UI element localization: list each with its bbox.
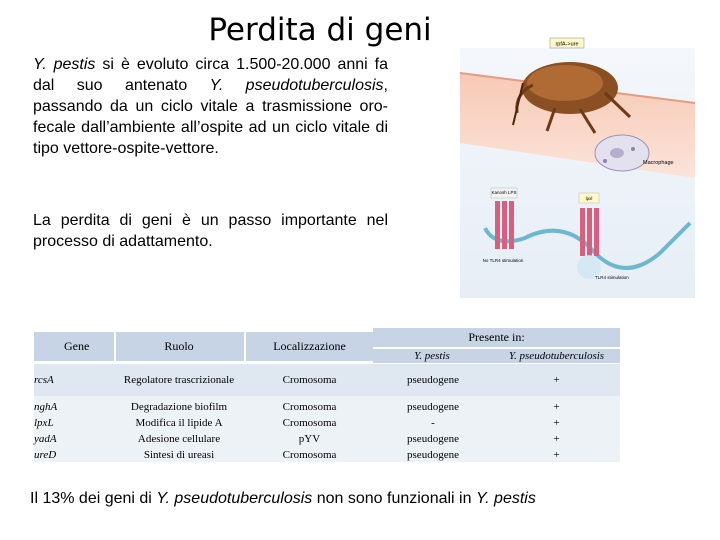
lpxl-label: lpxl (585, 196, 593, 201)
pestis-cell: pseudogene (407, 401, 459, 413)
pestis-cell: pseudogene (407, 433, 459, 445)
header-y-pestis: Y. pestis (414, 350, 450, 362)
footer-text: Il 13% dei geni di (30, 490, 157, 507)
gene-cell: ureD (34, 449, 57, 461)
role-cell: Regolatore trascrizionale (123, 374, 235, 386)
role-cell: Modifica il lipide A (135, 417, 223, 429)
macrophage-icon (595, 135, 649, 171)
species-name: Y. pestis (475, 490, 536, 507)
role-cell: Adesione cellulare (137, 433, 221, 445)
gene-cell: lpxL (34, 417, 54, 429)
footer-text: non sono funzionali in (312, 490, 476, 507)
paragraph-text: , passando da un ciclo vitale a trasmissione oro-fecale dall’ambiente all’ospite ad un ciclo vitale di tipo vettore-ospite-vettore. (33, 77, 388, 157)
pseudo-cell: + (553, 417, 560, 429)
header-location: Localizzazione (273, 339, 346, 353)
gene-cell: yadA (34, 433, 57, 445)
header-gene: Gene (64, 339, 90, 353)
location-cell: pYV (298, 433, 321, 445)
location-cell: Cromosoma (282, 401, 337, 413)
tlr-label: TLR4 stimulation (595, 275, 629, 280)
role-cell: Degradazione biofilm (130, 401, 228, 413)
no-tlr-label: No TLR4 stimulation (482, 258, 524, 263)
location-cell: Cromosoma (282, 374, 337, 386)
header-role: Ruolo (164, 339, 194, 353)
flea-infection-illustration (455, 33, 700, 298)
pseudo-cell: + (553, 401, 560, 413)
gene-cell: rcsA (34, 374, 54, 386)
header-y-pseudo: Y. pseudotuberculosis (508, 350, 605, 362)
species-name: Y. pseudotuberculosis (156, 490, 313, 507)
location-cell: Cromosoma (282, 449, 337, 461)
species-name: Y. pseudotuberculosis (209, 77, 384, 94)
footer-note (30, 490, 536, 508)
paragraph-text: si è evoluto circa 1.500-20.000 anni fa dal suo antenato (33, 56, 389, 94)
table-row-group (34, 396, 620, 462)
slide-title: Perdita di geni (208, 12, 432, 48)
kanosh-label: Kanosh LPS (491, 190, 517, 195)
pseudo-cell: + (553, 433, 560, 445)
table-row (34, 364, 620, 396)
gene-loss-paragraph: La perdita di geni è un passo importante nel processo di adattamento. (33, 212, 388, 250)
location-cell: Cromosoma (282, 417, 337, 429)
gene-cell: nghA (34, 401, 58, 413)
pseudo-cell: + (553, 449, 560, 461)
pseudo-cell: + (553, 374, 560, 386)
species-name: Y. pestis (33, 56, 96, 73)
intro-paragraph (33, 54, 388, 159)
macrophage-label: Macrophage (643, 160, 674, 166)
header-present-in: Presente in: (468, 330, 525, 344)
tag-top: rpfA->ure (555, 41, 579, 48)
pestis-cell: - (431, 417, 435, 429)
pestis-cell: pseudogene (407, 449, 459, 461)
pestis-cell: pseudogene (407, 374, 459, 386)
role-cell: Sintesi di ureasi (143, 449, 215, 461)
